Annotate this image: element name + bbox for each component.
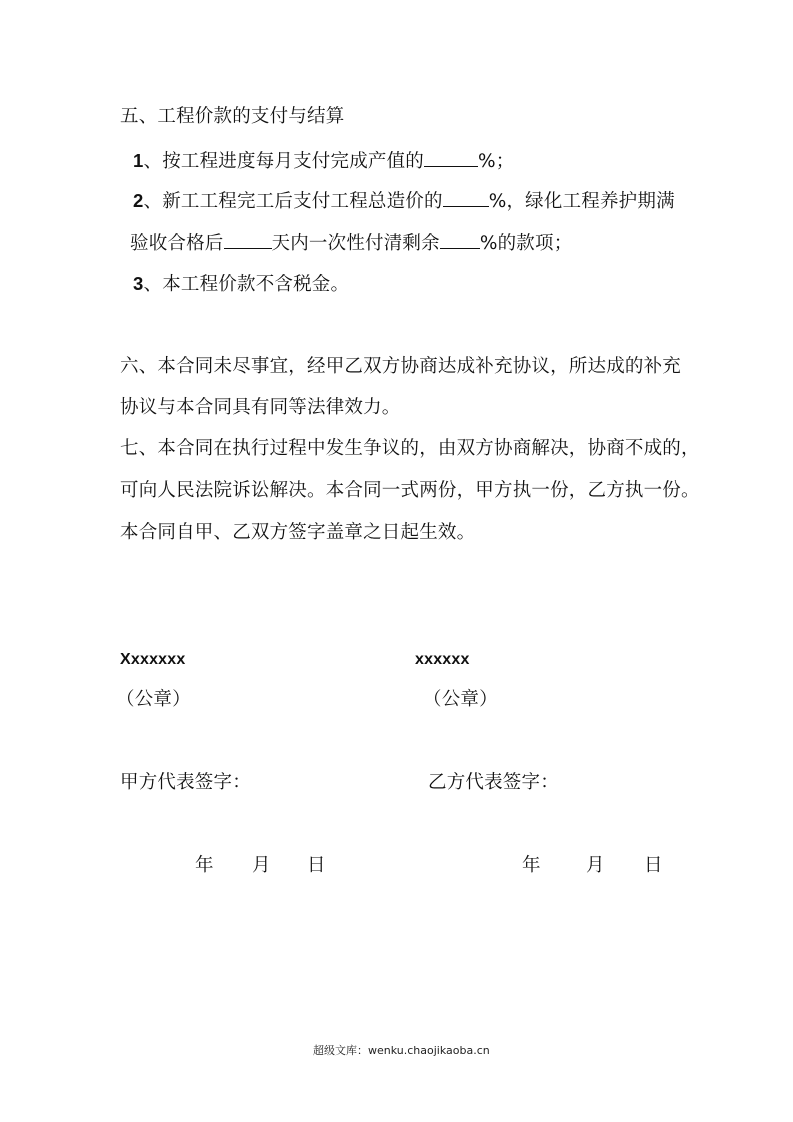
clause-text: 天内一次性付清剩余 (271, 233, 440, 254)
clause-text: 、按工程进度每月支付完成产值的 (143, 151, 425, 172)
clause-text: 、新工工程完工后支付工程总造价的 (143, 191, 443, 212)
clause-text: %； (478, 151, 515, 172)
party-a-sign-label: 甲方代表签字： (120, 772, 251, 793)
clause-text: 、本工程价款不含税金。 (143, 274, 350, 295)
clause-text: %，绿化工程养护期满 (488, 191, 675, 212)
section-5-heading: 五、工程价款的支付与结算 (120, 106, 345, 127)
section-6-line-2: 协议与本合同具有同等法律效力。 (120, 397, 401, 418)
clause-number: 2 (133, 190, 144, 211)
clause-number: 1 (133, 150, 144, 171)
clause-text: %的款项； (479, 233, 573, 254)
section-7-line-3: 本合同自甲、乙双方签字盖章之日起生效。 (120, 522, 476, 543)
clause-5-2-cont (130, 230, 572, 256)
party-a-name: Xxxxxxx (120, 651, 186, 668)
party-a-seal: （公章） (116, 689, 191, 710)
clause-5-2 (133, 188, 675, 214)
party-b-day: 日 (644, 855, 663, 876)
clause-5-1 (133, 148, 515, 174)
party-b-year: 年 (522, 855, 541, 876)
fill-blank[interactable] (424, 148, 478, 167)
clause-5-3 (133, 272, 349, 297)
section-6-line-1: 六、本合同未尽事宜，经甲乙双方协商达成补充协议，所达成的补充 (120, 356, 682, 377)
section-7-line-2: 可向人民法院诉讼解决。本合同一式两份，甲方执一份，乙方执一份。 (120, 480, 700, 501)
party-b-seal: （公章） (423, 689, 498, 710)
party-b-sign-label: 乙方代表签字： (428, 772, 559, 793)
section-7-line-1: 七、本合同在执行过程中发生争议的，由双方协商解决，协商不成的， (120, 438, 700, 459)
party-a-month: 月 (252, 855, 271, 876)
party-b-name: xxxxxx (415, 651, 470, 668)
fill-blank[interactable] (443, 188, 489, 207)
clause-number: 3 (133, 273, 144, 294)
party-b-month: 月 (586, 855, 605, 876)
footer-watermark: 超级文库：wenku.chaojikaoba.cn (313, 1044, 490, 1057)
clause-text: 验收合格后 (130, 233, 224, 254)
party-a-year: 年 (195, 855, 214, 876)
party-a-day: 日 (307, 855, 326, 876)
fill-blank[interactable] (440, 230, 480, 249)
fill-blank[interactable] (224, 230, 272, 249)
